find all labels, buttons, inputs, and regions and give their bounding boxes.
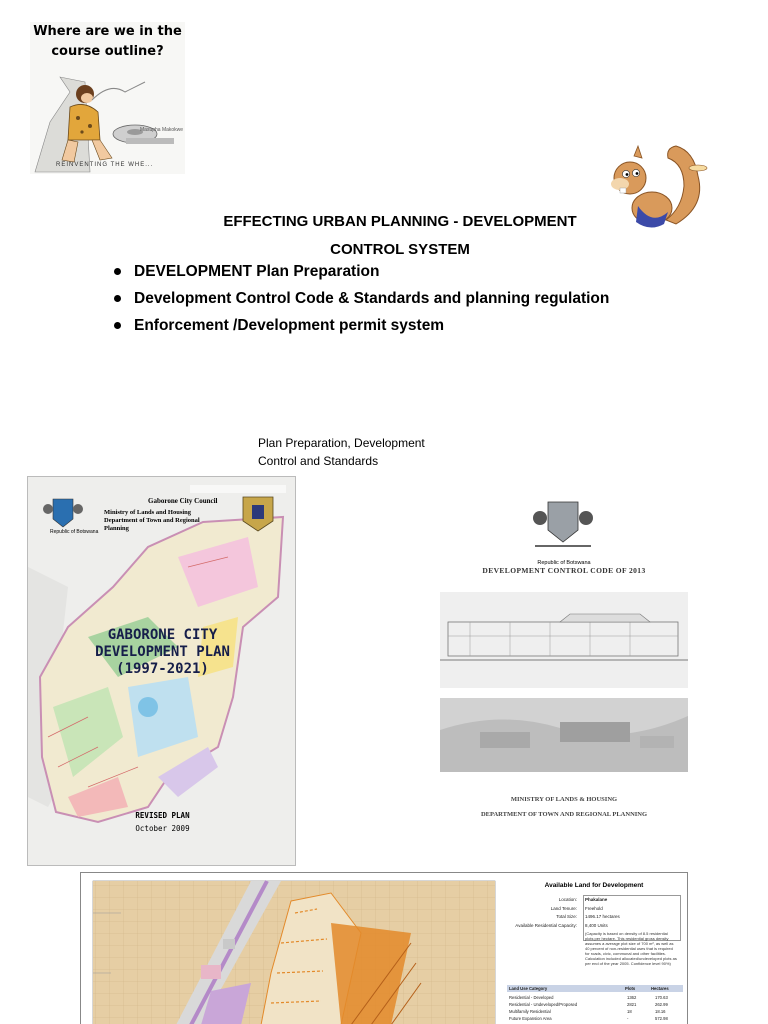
plan-revised-label: REVISED PLAN (135, 811, 190, 820)
cartoon-image (30, 22, 185, 174)
plan-title (28, 627, 296, 678)
squirrel-illustration (606, 136, 712, 236)
cartoon-caption: Where are we in the course outline? (33, 24, 182, 59)
page-heading (180, 208, 620, 264)
dcc-republic-label: Republic of Botswana (537, 560, 591, 566)
heading-line-1: EFFECTING URBAN PLANNING - DEVELOPMENT (223, 213, 577, 230)
land-value-size: 1496.17 hectares (585, 914, 620, 919)
land-value-capacity: 8,400 Units (585, 923, 608, 928)
land-key-capacity: Available Residential Capacity: (515, 923, 577, 928)
land-use-row-category: Residential - Undeveloped/Proposed (509, 1002, 578, 1007)
land-use-col-plots: Plots (625, 986, 636, 991)
plan-ministry-label: Ministry of Lands and Housing Department of Town and Regional Planning (104, 509, 200, 532)
land-value-tenure: Freehold (585, 906, 603, 911)
land-use-row-hectares: 18.16 (655, 1009, 666, 1014)
dcc-ministry-label: MINISTRY OF LANDS & HOUSING (510, 796, 618, 803)
subcaption-line-1: Plan Preparation, Development (258, 436, 425, 450)
bullet-item: DEVELOPMENT Plan Preparation (110, 258, 710, 285)
land-use-row-category: Residential - Developed (509, 995, 554, 1000)
land-use-row-plots: - (627, 1016, 629, 1021)
dcc-cover-graphics (440, 480, 688, 866)
available-land-table (499, 873, 688, 1024)
heading-line-2: CONTROL SYSTEM (330, 241, 470, 258)
plan-title-line-2: DEVELOPMENT PLAN (95, 644, 230, 660)
land-capacity-note: (Capacity is based on density of 8.5 residential plots per hectare. This residential gross density assumes a average plot size of 700 m², as well as 40 percent of non-residential uses that is required for roads, civic, communal and other facilities. Calculation included allocated/undeveloped plots as per end of the year 2005. Confidence level 90%) (585, 931, 677, 966)
land-use-col-hectares: Hectares (651, 986, 669, 991)
dcc-title: DEVELOPMENT CONTROL CODE OF 2013 (482, 566, 646, 575)
land-use-row-hectares: 262.99 (655, 1002, 668, 1007)
phakalane-land-map (81, 873, 499, 1024)
land-use-row-plots: 1362 (627, 995, 637, 1000)
land-key-size: Total Size: (556, 914, 577, 919)
land-use-row-hectares: 170.63 (655, 995, 668, 1000)
plan-council-label: Gaborone City Council (148, 497, 218, 505)
phakalane-map-panel (80, 872, 688, 1024)
land-key-tenure: Land Tenure: (550, 906, 577, 911)
land-table-title: Available Land for Development (544, 882, 644, 889)
cartoon-signature: Masupha Makokwe (140, 127, 184, 133)
development-plan-cover (27, 476, 296, 866)
land-use-row-category: Multifamily Residential (509, 1009, 551, 1014)
land-use-col-category: Land Use Category (509, 986, 548, 991)
bullet-item: Development Control Code & Standards and planning regulation (110, 285, 710, 312)
caveman-illustration (30, 22, 185, 174)
plan-republic-label: Republic of Botswana (50, 529, 99, 535)
plan-title-line-1: GABORONE CITY (107, 627, 218, 643)
land-value-location: Phakalane (585, 897, 608, 902)
cartoon-footer-text: REINVENTING THE WHE... (56, 162, 154, 168)
land-use-row-category: Future Expansion Area (509, 1016, 552, 1021)
development-control-code-cover (440, 480, 688, 866)
plan-title-line-3: (1997-2021) (116, 661, 209, 677)
section-subcaption (258, 434, 508, 470)
land-use-row-hectares: 572.98 (655, 1016, 668, 1021)
land-use-row-plots: 18 (627, 1009, 632, 1014)
land-use-row-plots: 2821 (627, 1002, 637, 1007)
plan-date: October 2009 (135, 824, 190, 833)
dcc-department-label: DEPARTMENT OF TOWN AND REGIONAL PLANNING (480, 811, 648, 818)
subcaption-line-2: Control and Standards (258, 454, 379, 468)
land-key-location: Location: (558, 897, 577, 902)
bullet-list (110, 258, 710, 339)
bullet-item: Enforcement /Development permit system (110, 312, 710, 339)
